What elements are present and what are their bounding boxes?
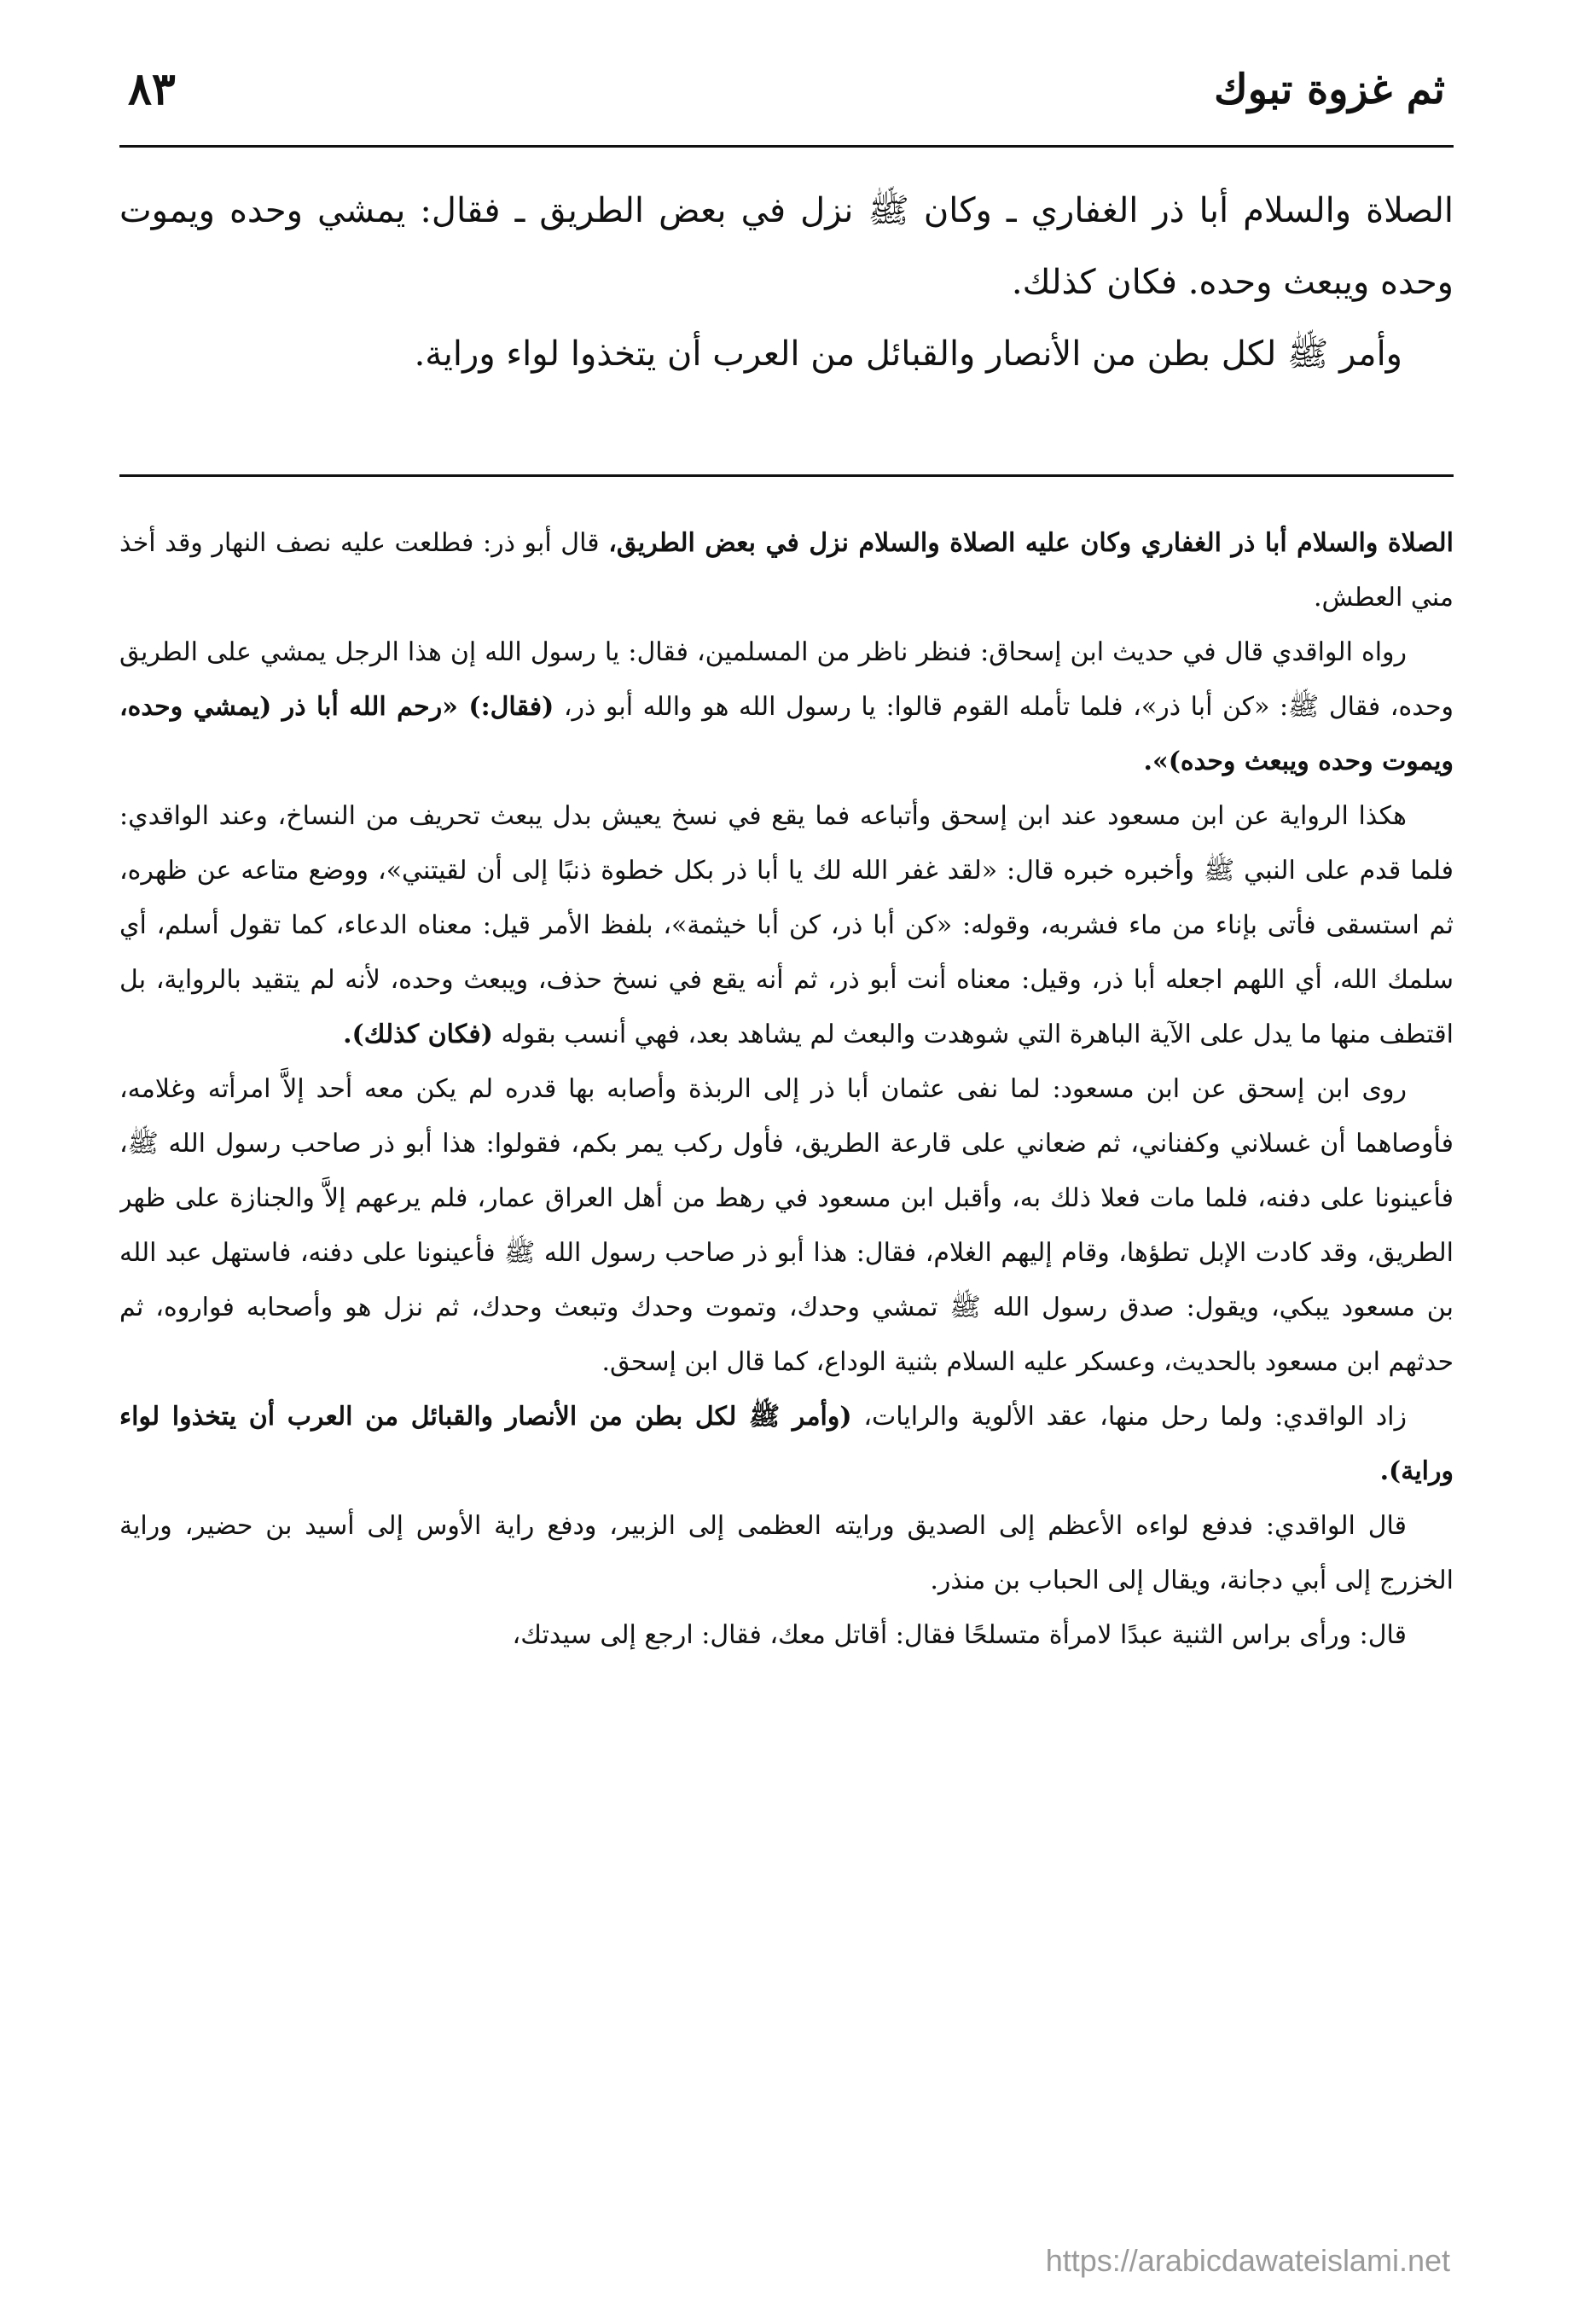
commentary-text: هكذا الرواية عن ابن مسعود عند ابن إسحق وأتباعه فما يقع في نسخ يعيش بدل يبعث تحريف من النساخ، وعند الواقدي: فلما قدم على النبي ﷺ وأخبره خبره قال: «لقد غفر الله لك يا أبا ذر بكل خطوة ذنبًا إلى أن لقيتني»، ووضع متاعه عن ظهره، ثم استسقى فأتى بإناء من ماء فشربه، وقوله: «كن أبا ذر، كن أبا خيثمة»، بلفظ الأمر قيل: معناه الدعاء، كما تقول أسلم، أي سلمك الله، أي اللهم اجعله أبا ذر، وقيل: معناه أنت أبو ذر، ثم أنه يقع في نسخ حذف، ويبعث وحده، لأنه لم يتقيد بالرواية، بل اقتطف منها ما يدل على الآية الباهرة التي شوهدت والبعث لم يشاهد بعد، فهي أنسب بقوله: [119, 801, 1454, 1049]
commentary-paragraph: [119, 516, 1454, 625]
watermark-url: https://arabicdawateislami.net: [1045, 2243, 1450, 2278]
commentary-text: روى ابن إسحق عن ابن مسعود: لما نفى عثمان أبا ذر إلى الربذة وأصابه بها قدره لم يكن معه أحد إلاَّ امرأته وغلامه، فأوصاهما أن غسلاني وكفناني، ثم ضعاني على قارعة الطريق، فأول ركب يمر بكم، فقولوا: هذا أبو ذر صاحب رسول الله ﷺ، فأعينونا على دفنه، فلما مات فعلا ذلك به، وأقبل ابن مسعود في رهط من أهل العراق عمار، فلم يرعهم إلاَّ والجنازة على ظهر الطريق، وقد كادت الإبل تطؤها، وقام إليهم الغلام، فقال: هذا أبو ذر صاحب رسول الله ﷺ فأعينونا على دفنه، فاستهل عبد الله بن مسعود يبكي، ويقول: صدق رسول الله ﷺ تمشي وحدك، وتموت وحدك وتبعث وحدك، ثم نزل هو وأصحابه فواروه، ثم حدثهم ابن مسعود بالحديث، وعسكر عليه السلام بثنية الوداع، كما قال ابن إسحق.: [119, 1074, 1454, 1377]
page-number: ٨٣: [128, 63, 176, 115]
quoted-text: (وأمر ﷺ لكل بطن من الأنصار والقبائل من العرب أن يتخذوا لواء وراية).: [119, 1402, 1454, 1486]
commentary-paragraph: [119, 1390, 1454, 1499]
commentary-text: رواه الواقدي قال في حديث ابن إسحاق: فنظر ناظر من المسلمين، فقال: يا رسول الله إن هذا الرجل يمشي على الطريق وحده، فقال ﷺ: «كن أبا ذر»، فلما تأمله القوم قالوا: يا رسول الله هو والله أبو ذر،: [119, 637, 1454, 722]
main-text-paragraph: وأمر ﷺ لكل بطن من الأنصار والقبائل من العرب أن يتخذوا لواء وراية.: [414, 334, 1402, 374]
page-header: [128, 51, 1445, 128]
commentary: [119, 516, 1454, 2222]
commentary-text: قال أبو ذر: فطلعت عليه نصف النهار وقد أخذ مني العطش.: [119, 528, 1454, 613]
quoted-text: الصلاة والسلام أبا ذر الغفاري وكان عليه الصلاة والسلام نزل في بعض الطريق،: [608, 528, 1454, 558]
commentary-divider: [119, 474, 1454, 477]
commentary-text: زاد الواقدي: ولما رحل منها، عقد الألوية والرايات،: [851, 1402, 1407, 1432]
commentary-paragraph: [119, 625, 1454, 789]
commentary-paragraph: [119, 1608, 1454, 1663]
header-divider: [119, 145, 1454, 148]
quoted-text: (فقال:) «رحم الله أبا ذر (يمشي وحده، ويموت وحده ويبعث وحده)».: [119, 692, 1454, 776]
commentary-paragraph: [119, 789, 1454, 1062]
main-text-paragraph: الصلاة والسلام أبا ذر الغفاري ـ وكان ﷺ نزل في بعض الطريق ـ فقال: يمشي وحده ويموت وحده ويبعث وحده. فكان كذلك.: [119, 191, 1454, 302]
running-title: ثم غزوة تبوك: [1214, 66, 1445, 113]
commentary-paragraph: [119, 1062, 1454, 1390]
commentary-paragraph: [119, 1499, 1454, 1608]
main-text: [119, 175, 1454, 465]
commentary-text: قال الواقدي: فدفع لواءه الأعظم إلى الصديق ورايته العظمى إلى الزبير، ودفع راية الأوس إلى أسيد بن حضير، وراية الخزرج إلى أبي دجانة، ويقال إلى الحباب بن منذر.: [119, 1511, 1454, 1595]
quoted-text: (فكان كذلك).: [343, 1020, 493, 1049]
commentary-text: قال: ورأى براس الثنية عبدًا لامرأة متسلحًا فقال: أقاتل معك، فقال: ارجع إلى سيدتك،: [512, 1620, 1407, 1650]
